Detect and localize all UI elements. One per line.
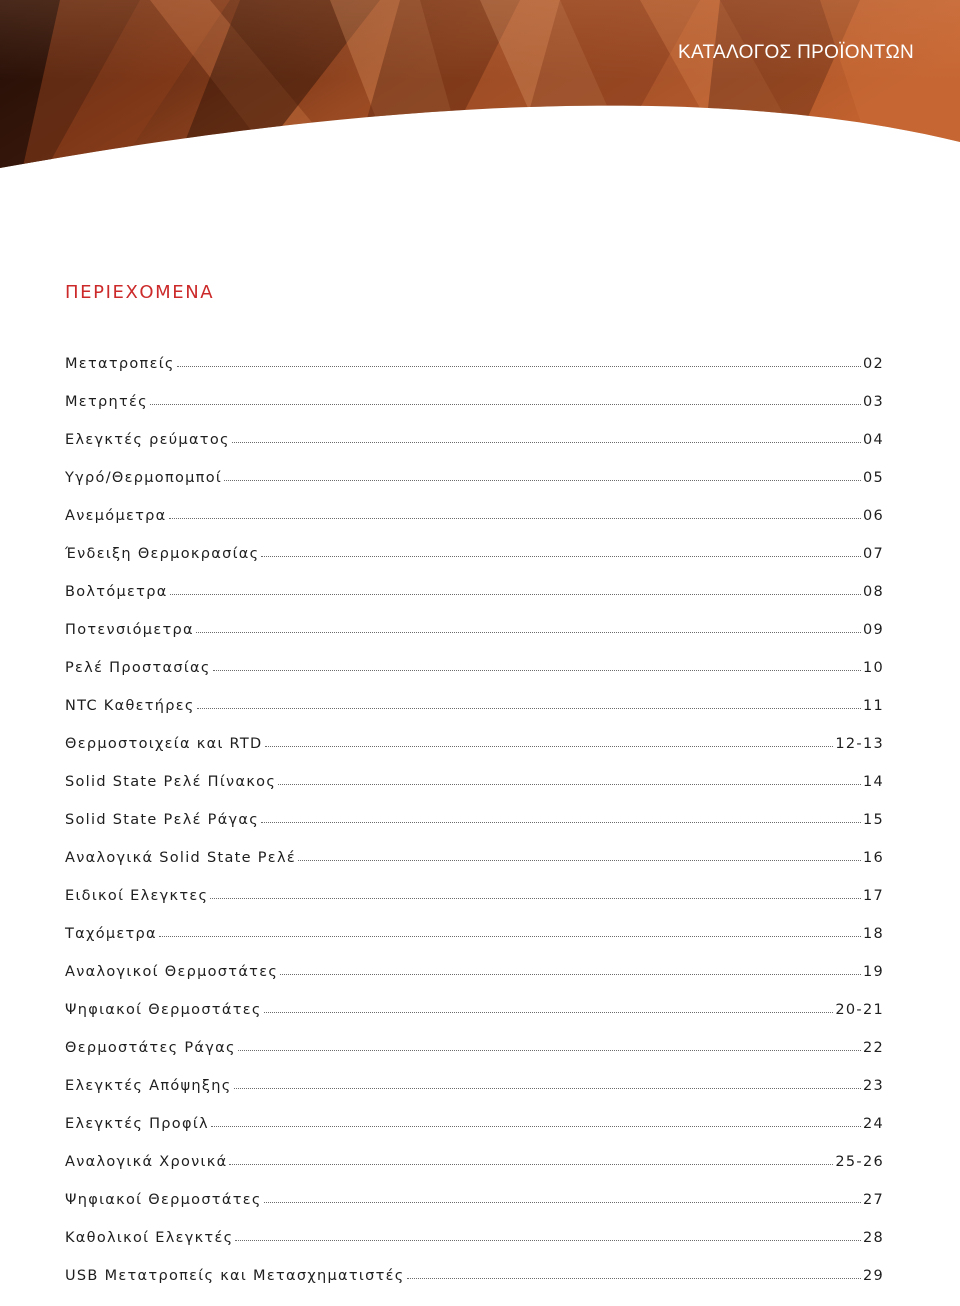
dot-leader <box>261 822 861 823</box>
toc-entry[interactable] <box>65 356 884 394</box>
toc-entry-label: Καθολικοί Ελεγκτές <box>65 1230 234 1246</box>
toc-entry[interactable] <box>65 1268 884 1306</box>
toc-entry-page: 09 <box>862 622 884 638</box>
toc-entry[interactable] <box>65 508 884 546</box>
toc-entry[interactable] <box>65 1002 884 1040</box>
toc-entry[interactable] <box>65 622 884 660</box>
dot-leader <box>278 784 861 785</box>
toc-entry-page: 22 <box>862 1040 884 1056</box>
dot-leader <box>211 1126 861 1127</box>
toc-entry[interactable] <box>65 1154 884 1192</box>
toc-entry[interactable] <box>65 584 884 622</box>
toc-entry-label: Ρελέ Προστασίας <box>65 660 211 676</box>
catalog-title: ΚΑΤΑΛΟΓΟΣ ΠΡΟΪΟΝΤΩΝ <box>678 42 914 63</box>
toc-entry-label: Υγρό/Θερμοπομποί <box>65 470 223 486</box>
toc-entry-label: Ψηφιακοί Θερμοστάτες <box>65 1192 262 1208</box>
toc-entry-page: 04 <box>862 432 884 448</box>
toc-entry-page: 20-21 <box>835 1002 884 1018</box>
toc-entry-label: Μετρητές <box>65 394 148 410</box>
toc-entry[interactable] <box>65 1192 884 1230</box>
toc-entry-page: 14 <box>862 774 884 790</box>
toc-entry[interactable] <box>65 698 884 736</box>
toc-entry-page: 08 <box>862 584 884 600</box>
toc-entry[interactable] <box>65 660 884 698</box>
dot-leader <box>232 442 861 443</box>
banner-graphic <box>0 0 960 180</box>
dot-leader <box>280 974 861 975</box>
header-banner <box>0 0 960 180</box>
toc-entry-label: Ελεγκτές ρεύματος <box>65 432 230 448</box>
toc-entry-label: Βολτόμετρα <box>65 584 168 600</box>
toc-entry-label: Ταχόμετρα <box>65 926 157 942</box>
toc-entry-label: Ειδικοί Ελεγκτες <box>65 888 209 904</box>
dot-leader <box>264 1202 861 1203</box>
toc-entry-label: Ελεγκτές Προφίλ <box>65 1116 209 1132</box>
toc-entry[interactable] <box>65 1230 884 1268</box>
dot-leader <box>170 594 861 595</box>
toc-entry-page: 11 <box>862 698 884 714</box>
table-of-contents <box>65 356 884 1306</box>
toc-entry[interactable] <box>65 432 884 470</box>
dot-leader <box>159 936 861 937</box>
toc-heading: ΠΕΡΙΕΧΟΜΕΝΑ <box>65 282 215 303</box>
dot-leader <box>407 1278 861 1279</box>
toc-entry-page: 05 <box>862 470 884 486</box>
dot-leader <box>235 1240 861 1241</box>
toc-entry-page: 28 <box>862 1230 884 1246</box>
toc-entry-page: 18 <box>862 926 884 942</box>
toc-entry-label: Ελεγκτές Απόψηξης <box>65 1078 232 1094</box>
toc-entry-label: Ψηφιακοί Θερμοστάτες <box>65 1002 262 1018</box>
toc-entry-page: 25-26 <box>835 1154 884 1170</box>
dot-leader <box>234 1088 861 1089</box>
dot-leader <box>196 632 861 633</box>
toc-entry[interactable] <box>65 850 884 888</box>
toc-entry-label: Αναλογικοί Θερμοστάτες <box>65 964 279 980</box>
toc-entry-label: Solid State Ρελέ Πίνακος <box>65 774 277 790</box>
toc-entry-label: Ποτενσιόμετρα <box>65 622 194 638</box>
toc-entry-label: Μετατροπείς <box>65 356 175 372</box>
toc-entry[interactable] <box>65 1078 884 1116</box>
dot-leader <box>197 708 861 709</box>
toc-entry[interactable] <box>65 1116 884 1154</box>
toc-entry-page: 07 <box>862 546 884 562</box>
toc-entry[interactable] <box>65 888 884 926</box>
toc-entry-page: 15 <box>862 812 884 828</box>
toc-entry-label: Ανεμόμετρα <box>65 508 167 524</box>
toc-entry[interactable] <box>65 394 884 432</box>
toc-entry[interactable] <box>65 470 884 508</box>
toc-entry[interactable] <box>65 1040 884 1078</box>
dot-leader <box>224 480 861 481</box>
dot-leader <box>298 860 861 861</box>
dot-leader <box>150 404 861 405</box>
toc-entry[interactable] <box>65 964 884 1002</box>
dot-leader <box>210 898 861 899</box>
toc-entry-page: 27 <box>862 1192 884 1208</box>
dot-leader <box>264 1012 834 1013</box>
toc-entry-label: Αναλογικά Χρονικά <box>65 1154 228 1170</box>
dot-leader <box>229 1164 833 1165</box>
toc-entry-page: 19 <box>862 964 884 980</box>
toc-entry-page: 06 <box>862 508 884 524</box>
toc-entry-label: Αναλογικά Solid State Ρελέ <box>65 850 296 866</box>
dot-leader <box>238 1050 861 1051</box>
toc-entry-label: Ένδειξη Θερμοκρασίας <box>65 546 260 562</box>
toc-entry-page: 29 <box>862 1268 884 1284</box>
toc-entry[interactable] <box>65 926 884 964</box>
toc-entry-page: 16 <box>862 850 884 866</box>
toc-entry-page: 03 <box>862 394 884 410</box>
dot-leader <box>177 366 861 367</box>
dot-leader <box>213 670 861 671</box>
toc-entry-page: 12-13 <box>835 736 884 752</box>
toc-entry-page: 24 <box>862 1116 884 1132</box>
dot-leader <box>261 556 860 557</box>
dot-leader <box>265 746 834 747</box>
toc-entry-label: Solid State Ρελέ Ράγας <box>65 812 260 828</box>
toc-entry-label: Θερμοστοιχεία και RTD <box>65 736 263 752</box>
toc-entry-label: NTC Καθετήρες <box>65 698 195 714</box>
toc-entry-label: USB Μετατροπείς και Μετασχηματιστές <box>65 1268 405 1284</box>
toc-entry[interactable] <box>65 736 884 774</box>
toc-entry-label: Θερμοστάτες Ράγας <box>65 1040 236 1056</box>
toc-entry-page: 02 <box>862 356 884 372</box>
toc-entry-page: 10 <box>862 660 884 676</box>
dot-leader <box>169 518 861 519</box>
toc-entry-page: 17 <box>862 888 884 904</box>
toc-entry[interactable] <box>65 812 884 850</box>
toc-entry[interactable] <box>65 774 884 812</box>
toc-entry-page: 23 <box>862 1078 884 1094</box>
toc-entry[interactable] <box>65 546 884 584</box>
